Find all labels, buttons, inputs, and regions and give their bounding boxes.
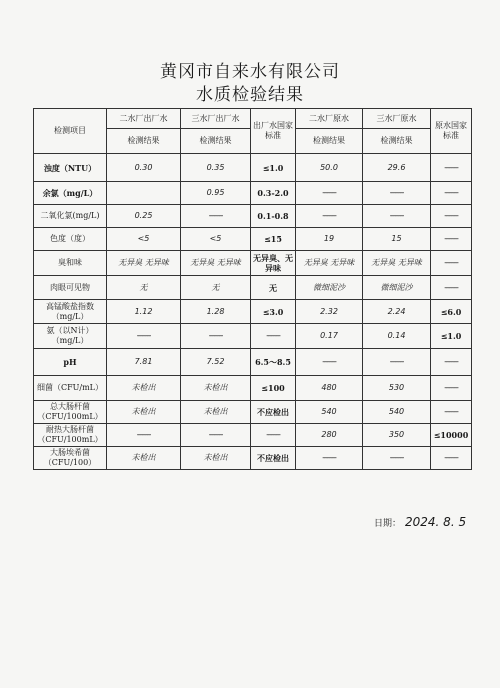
standard-raw-cell: ≤6.0 <box>431 300 472 324</box>
table-row <box>34 324 472 349</box>
standard-out-cell: 无异臭、无异味 <box>251 251 296 276</box>
plant2-raw-cell: 50.0 <box>296 154 363 182</box>
plant2-out-cell: 未检出 <box>107 376 181 401</box>
header-plant2-out: 二水厂出厂水 <box>107 109 181 129</box>
table-row <box>34 154 472 182</box>
plant2-raw-cell: 微细泥沙 <box>296 276 363 300</box>
plant3-raw-cell: 0.14 <box>363 324 431 349</box>
plant2-raw-cell: -------- <box>296 205 363 228</box>
standard-out-cell: 无 <box>251 276 296 300</box>
plant2-raw-cell: 0.17 <box>296 324 363 349</box>
plant2-out-cell: 无异臭 无异味 <box>107 251 181 276</box>
item-cell: 余氯（mg/L） <box>34 182 107 205</box>
table-row <box>34 349 472 376</box>
plant2-out-cell: 0.30 <box>107 154 181 182</box>
standard-out-cell: 0.3-2.0 <box>251 182 296 205</box>
water-quality-table <box>33 108 472 470</box>
plant3-raw-cell: 350 <box>363 424 431 447</box>
header-standard-out: 出厂水国家标准 <box>251 109 296 154</box>
item-cell: 耐热大肠杆菌（CFU/100mL） <box>34 424 107 447</box>
plant3-out-cell: 无异臭 无异味 <box>181 251 251 276</box>
plant3-out-cell: 未检出 <box>181 401 251 424</box>
standard-out-cell: 不应检出 <box>251 401 296 424</box>
plant2-raw-cell: 540 <box>296 401 363 424</box>
standard-out-cell: -------- <box>251 424 296 447</box>
standard-out-cell: ≤1.0 <box>251 154 296 182</box>
standard-out-cell: 0.1-0.8 <box>251 205 296 228</box>
plant2-out-cell: 7.81 <box>107 349 181 376</box>
table-row <box>34 300 472 324</box>
plant3-raw-cell: 微细泥沙 <box>363 276 431 300</box>
item-cell: pH <box>34 349 107 376</box>
standard-raw-cell: -------- <box>431 228 472 251</box>
table-row <box>34 424 472 447</box>
item-cell: 细菌（CFU/mL） <box>34 376 107 401</box>
table-row <box>34 276 472 300</box>
header-plant3-raw: 三水厂原水 <box>363 109 431 129</box>
plant3-out-cell: -------- <box>181 324 251 349</box>
item-cell: 高锰酸盐指数（mg/L） <box>34 300 107 324</box>
item-cell: 色度（度） <box>34 228 107 251</box>
plant2-raw-cell: -------- <box>296 182 363 205</box>
plant2-out-cell: <5 <box>107 228 181 251</box>
header-item: 检测项目 <box>34 109 107 154</box>
plant2-out-cell: 未检出 <box>107 447 181 470</box>
date-label: 日期： <box>374 519 402 529</box>
standard-out-cell: 不应检出 <box>251 447 296 470</box>
plant3-raw-cell: -------- <box>363 205 431 228</box>
item-cell: 氨（以N计）（mg/L） <box>34 324 107 349</box>
plant3-out-cell: 0.35 <box>181 154 251 182</box>
standard-raw-cell: -------- <box>431 182 472 205</box>
item-cell: 浊度（NTU） <box>34 154 107 182</box>
standard-raw-cell: ≤10000 <box>431 424 472 447</box>
table-row <box>34 251 472 276</box>
header-result: 检测结果 <box>107 129 181 154</box>
date-line <box>374 515 466 529</box>
standard-out-cell: ≤3.0 <box>251 300 296 324</box>
plant2-out-cell: 0.25 <box>107 205 181 228</box>
plant2-raw-cell: -------- <box>296 447 363 470</box>
plant3-out-cell: -------- <box>181 205 251 228</box>
plant3-out-cell: 7.52 <box>181 349 251 376</box>
standard-raw-cell: -------- <box>431 251 472 276</box>
plant2-out-cell: -------- <box>107 324 181 349</box>
table-row <box>34 376 472 401</box>
header-result: 检测结果 <box>296 129 363 154</box>
standard-raw-cell: -------- <box>431 447 472 470</box>
plant3-raw-cell: -------- <box>363 447 431 470</box>
plant3-out-cell: -------- <box>181 424 251 447</box>
plant2-raw-cell: 2.32 <box>296 300 363 324</box>
plant2-out-cell: 未检出 <box>107 401 181 424</box>
standard-raw-cell: -------- <box>431 154 472 182</box>
plant2-raw-cell: 480 <box>296 376 363 401</box>
table-row <box>34 228 472 251</box>
item-cell: 大肠埃希菌（CFU/100） <box>34 447 107 470</box>
plant2-out-cell: 无 <box>107 276 181 300</box>
date-value: 2024. 8. 5 <box>405 515 467 529</box>
plant3-raw-cell: 2.24 <box>363 300 431 324</box>
header-plant2-raw: 二水厂原水 <box>296 109 363 129</box>
plant3-out-cell: 1.28 <box>181 300 251 324</box>
plant2-raw-cell: -------- <box>296 349 363 376</box>
plant2-raw-cell: 280 <box>296 424 363 447</box>
header-result: 检测结果 <box>363 129 431 154</box>
plant3-raw-cell: 15 <box>363 228 431 251</box>
plant2-raw-cell: 19 <box>296 228 363 251</box>
standard-out-cell: ≤15 <box>251 228 296 251</box>
plant2-raw-cell: 无异臭 无异味 <box>296 251 363 276</box>
plant2-out-cell: -------- <box>107 424 181 447</box>
table-row <box>34 401 472 424</box>
header-result: 检测结果 <box>181 129 251 154</box>
report-title: 水质检验结果 <box>196 85 304 105</box>
standard-out-cell: ≤100 <box>251 376 296 401</box>
company-title: 黄冈市自来水有限公司 <box>160 62 340 82</box>
plant3-raw-cell: 540 <box>363 401 431 424</box>
plant3-out-cell: 无 <box>181 276 251 300</box>
plant3-raw-cell: -------- <box>363 349 431 376</box>
header-standard-raw: 原水国家标准 <box>431 109 472 154</box>
item-cell: 二氧化氯(mg/L) <box>34 205 107 228</box>
item-cell: 总大肠杆菌（CFU/100mL） <box>34 401 107 424</box>
plant3-out-cell: 未检出 <box>181 376 251 401</box>
item-cell: 肉眼可见物 <box>34 276 107 300</box>
plant3-raw-cell: 530 <box>363 376 431 401</box>
standard-raw-cell: -------- <box>431 376 472 401</box>
header-plant3-out: 三水厂出厂水 <box>181 109 251 129</box>
plant3-raw-cell: 29.6 <box>363 154 431 182</box>
table-row <box>34 447 472 470</box>
item-cell: 臭和味 <box>34 251 107 276</box>
standard-out-cell: 6.5～8.5 <box>251 349 296 376</box>
standard-raw-cell: ≤1.0 <box>431 324 472 349</box>
standard-raw-cell: -------- <box>431 276 472 300</box>
plant3-raw-cell: -------- <box>363 182 431 205</box>
table-row <box>34 205 472 228</box>
plant3-out-cell: <5 <box>181 228 251 251</box>
table-row <box>34 182 472 205</box>
standard-raw-cell: -------- <box>431 205 472 228</box>
plant2-out-cell: 1.12 <box>107 300 181 324</box>
plant3-raw-cell: 无异臭 无异味 <box>363 251 431 276</box>
plant2-out-cell <box>107 182 181 205</box>
plant3-out-cell: 未检出 <box>181 447 251 470</box>
standard-raw-cell: -------- <box>431 349 472 376</box>
standard-raw-cell: -------- <box>431 401 472 424</box>
standard-out-cell: -------- <box>251 324 296 349</box>
plant3-out-cell: 0.95 <box>181 182 251 205</box>
